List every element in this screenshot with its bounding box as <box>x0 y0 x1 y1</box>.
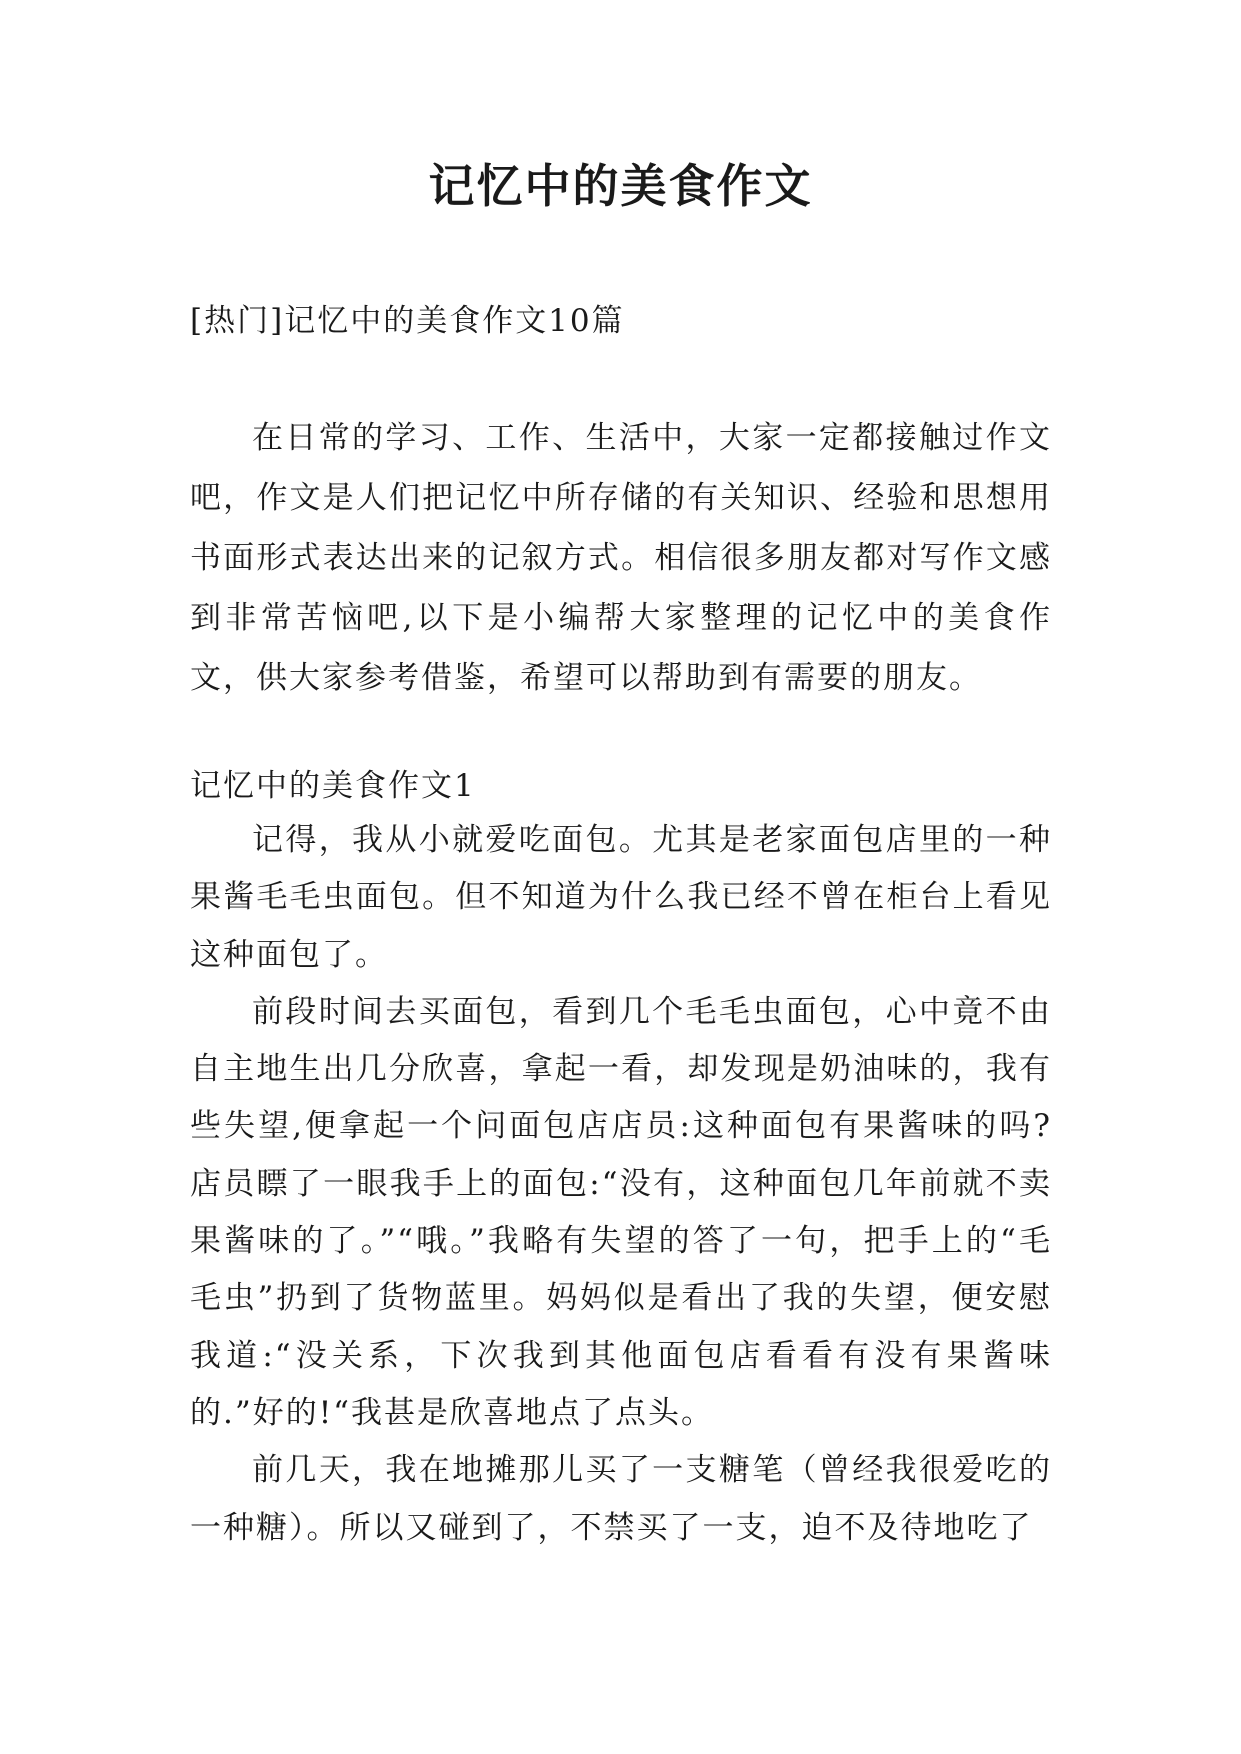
intro-paragraph: 在日常的学习、工作、生活中，大家一定都接触过作文吧，作文是人们把记忆中所存储的有关知识、经验和思想用书面形式表达出来的记叙方式。相信很多朋友都对写作文感到非常苦恼吧,以下是小编帮大家整理的记忆中的美食作文，供大家参考借鉴，希望可以帮助到有需要的朋友。 <box>190 420 1052 696</box>
essay-paragraph-1: 记得，我从小就爱吃面包。尤其是老家面包店里的一种果酱毛毛虫面包。但不知道为什么我已经不曾在柜台上看见这种面包了。 <box>190 822 1052 973</box>
essay-heading: 记忆中的美食作文1 <box>190 768 476 804</box>
document-title: 记忆中的美食作文 <box>428 159 813 213</box>
essay-paragraph-3: 前几天，我在地摊那儿买了一支糖笔（曾经我很爱吃的一种糖）。所以又碰到了，不禁买了一支，迫不及待地吃了 <box>190 1452 1052 1546</box>
intro-section <box>190 408 1052 708</box>
document-subtitle: [热门]记忆中的美食作文10篇 <box>190 303 625 339</box>
essay-paragraph-2: 前段时间去买面包，看到几个毛毛虫面包，心中竟不由自主地生出几分欣喜，拿起一看，却发现是奶油味的，我有些失望,便拿起一个问面包店店员:这种面包有果酱味的吗?店员瞟了一眼我手上的面包:“没有，这种面包几年前就不卖果酱味的了。”“哦。”我略有失望的答了一句，把手上的“毛毛虫”扔到了货物蓝里。妈妈似是看出了我的失望，便安慰我道:“没关系，下次我到其他面包店看看有没有果酱味的.”好的!“我甚是欣喜地点了点头。 <box>190 993 1052 1431</box>
essay-body <box>190 812 1052 1557</box>
